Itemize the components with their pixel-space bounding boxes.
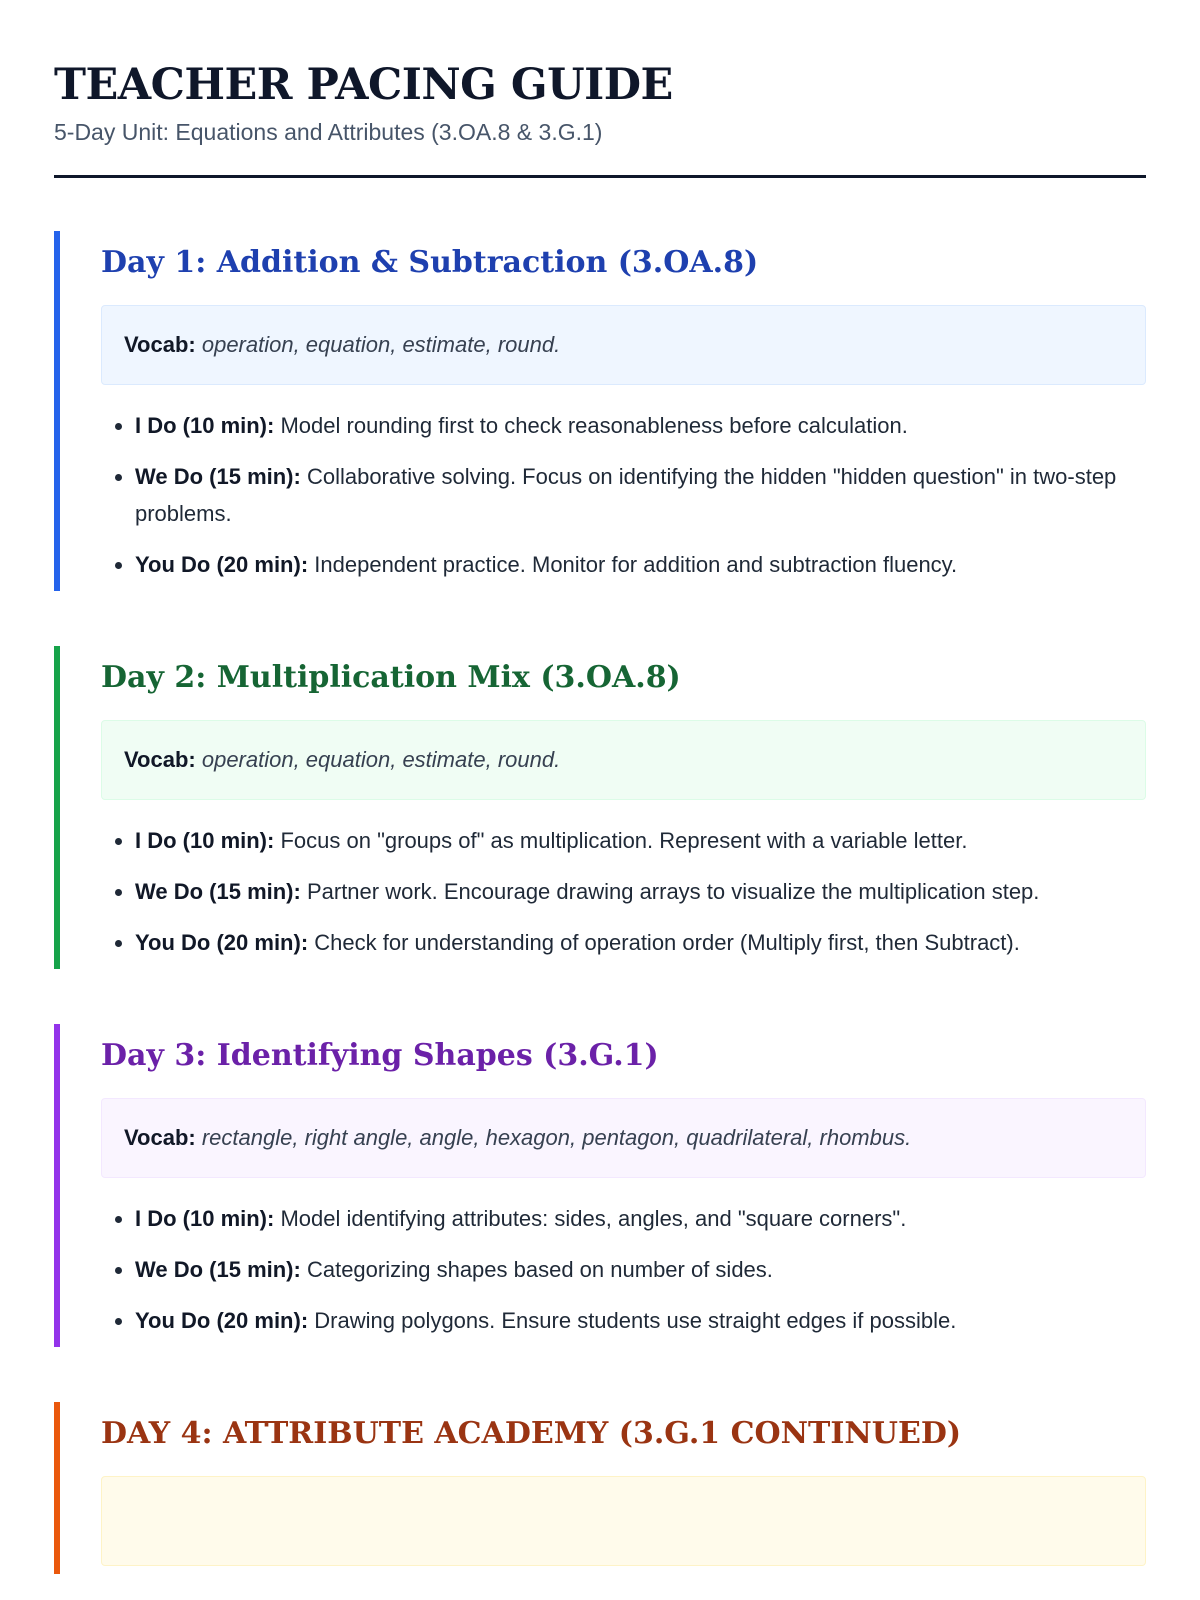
step-you-do bbox=[135, 546, 1146, 583]
day-2-title: Day 2: Multiplication Mix (3.OA.8) bbox=[101, 660, 681, 695]
vocab-label: Vocab: bbox=[124, 1125, 196, 1150]
day-2-vocab-box bbox=[101, 720, 1146, 800]
day-3-section bbox=[54, 1024, 1146, 1347]
step-text: Categorizing shapes based on number of sides. bbox=[306, 1257, 773, 1282]
step-text: Partner work. Encourage drawing arrays to visualize the multiplication step. bbox=[306, 879, 1040, 904]
day-2-section bbox=[54, 646, 1146, 969]
step-text: Check for understanding of operation order (Multiply first, then Subtract). bbox=[314, 930, 1020, 955]
step-we-do bbox=[135, 1251, 1146, 1288]
step-text: Focus on "groups of" as multiplication. Represent with a variable letter. bbox=[280, 828, 968, 853]
day-4-section bbox=[54, 1402, 1146, 1574]
step-text: Drawing polygons. Ensure students use straight edges if possible. bbox=[314, 1308, 957, 1333]
day-3-vocab-box bbox=[101, 1098, 1146, 1178]
step-we-do bbox=[135, 873, 1146, 910]
day-3-title: Day 3: Identifying Shapes (3.G.1) bbox=[101, 1038, 659, 1073]
header-divider bbox=[54, 175, 1146, 178]
day-4-vocab-box bbox=[101, 1476, 1146, 1566]
step-we-do bbox=[135, 458, 1146, 532]
step-text: Independent practice. Monitor for addition and subtraction fluency. bbox=[314, 552, 958, 577]
day-1-section bbox=[54, 231, 1146, 591]
step-text: Collaborative solving. Focus on identifying the hidden "hidden question" in two-step problems. bbox=[135, 464, 1117, 526]
step-label: We Do (15 min): bbox=[135, 1257, 301, 1282]
step-label: I Do (10 min): bbox=[135, 413, 275, 438]
step-label: You Do (20 min): bbox=[135, 552, 309, 577]
step-i-do bbox=[135, 1200, 1146, 1237]
step-i-do bbox=[135, 407, 1146, 444]
day-2-steps bbox=[101, 822, 1146, 961]
vocab-label: Vocab: bbox=[124, 332, 196, 357]
step-label: I Do (10 min): bbox=[135, 828, 275, 853]
step-you-do bbox=[135, 924, 1146, 961]
day-1-title: Day 1: Addition & Subtraction (3.OA.8) bbox=[101, 245, 759, 280]
vocab-label: Vocab: bbox=[124, 747, 196, 772]
step-you-do bbox=[135, 1302, 1146, 1339]
day-1-vocab-box bbox=[101, 305, 1146, 385]
vocab-words: operation, equation, estimate, round. bbox=[201, 332, 561, 357]
vocab-words: operation, equation, estimate, round. bbox=[201, 747, 561, 772]
step-text: Model rounding first to check reasonableness before calculation. bbox=[280, 413, 908, 438]
day-4-title: DAY 4: ATTRIBUTE ACADEMY (3.G.1 CONTINUED) bbox=[101, 1416, 962, 1451]
step-label: We Do (15 min): bbox=[135, 879, 301, 904]
document-header bbox=[54, 0, 1146, 178]
day-1-steps bbox=[101, 407, 1146, 583]
page-subtitle: 5-Day Unit: Equations and Attributes (3.OA.8 & 3.G.1) bbox=[54, 119, 603, 145]
vocab-words: rectangle, right angle, angle, hexagon, pentagon, quadrilateral, rhombus. bbox=[201, 1125, 912, 1150]
step-i-do bbox=[135, 822, 1146, 859]
step-label: You Do (20 min): bbox=[135, 930, 309, 955]
step-label: I Do (10 min): bbox=[135, 1206, 275, 1231]
step-label: You Do (20 min): bbox=[135, 1308, 309, 1333]
step-text: Model identifying attributes: sides, angles, and "square corners". bbox=[280, 1206, 907, 1231]
step-label: We Do (15 min): bbox=[135, 464, 301, 489]
page-title: TEACHER PACING GUIDE bbox=[54, 60, 673, 110]
day-3-steps bbox=[101, 1200, 1146, 1339]
pacing-guide-page bbox=[54, 0, 1146, 1574]
